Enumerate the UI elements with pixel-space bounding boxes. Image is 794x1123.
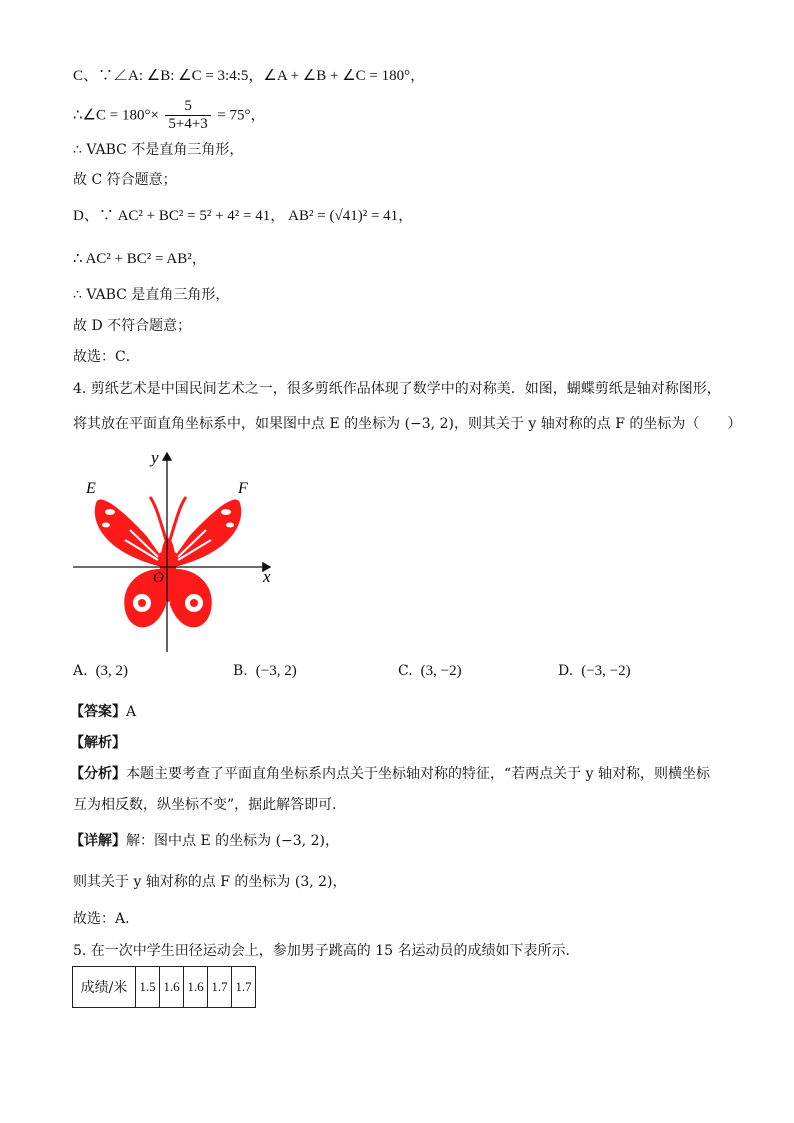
answer-options: [73, 663, 673, 685]
fraction-suffix: = 75°，: [217, 107, 266, 124]
option-a[interactable]: A. (3, 2): [73, 663, 129, 679]
xiangjie-label: 【详解】: [70, 833, 126, 849]
option-c[interactable]: C. (3, −2): [398, 663, 462, 679]
point-e-label: E: [86, 480, 96, 497]
fraction-prefix: ∴∠C = 180°×: [73, 107, 159, 124]
results-table: [72, 966, 256, 1008]
table-header-cell: 成绩/米: [73, 967, 136, 1008]
text-line: C、∵∠A: ∠B: ∠C = 3:4:5，∠A + ∠B + ∠C = 180°，: [73, 68, 426, 84]
text-line: 故选：C．: [73, 349, 140, 365]
analysis-fenxi-continued: 互为相反数，纵坐标不变”，据此解答即可．: [73, 797, 347, 813]
fraction-line: [73, 98, 265, 132]
analysis-xiangjie: [70, 831, 339, 851]
x-axis-label: x: [263, 567, 271, 586]
xiangjie-text: 解：图中点 E 的坐标为 (−3, 2)，: [126, 833, 339, 849]
fenxi-text: 本题主要考查了平面直角坐标系内点关于坐标轴对称的特征，“若两点关于 y 轴对称，则横坐标: [126, 766, 710, 782]
option-b[interactable]: B. (−3, 2): [233, 663, 297, 679]
table-cell: 1.6: [160, 967, 184, 1008]
butterfly-figure: [70, 445, 285, 655]
y-axis-label: y: [151, 448, 159, 467]
text-line: D、∵ AC² + BC² = 5² + 4² = 41， AB² = (√41)² = 41，: [73, 208, 414, 224]
text-line: 故 D 不符合题意；: [73, 318, 192, 334]
answer-line: [70, 702, 136, 722]
table-cell: 1.7: [232, 967, 256, 1008]
antenna-right: [170, 497, 186, 540]
text-line: ∴ VABC 是直角三角形，: [73, 287, 230, 303]
table-cell: 1.5: [136, 967, 160, 1008]
analysis-heading: 【解析】: [70, 735, 126, 751]
fraction-numerator: 5: [165, 98, 210, 116]
fraction-denominator: 5+4+3: [168, 116, 208, 132]
table-cell: 1.6: [184, 967, 208, 1008]
table-cell: 1.7: [208, 967, 232, 1008]
question-4-text: 4. 剪纸艺术是中国民间艺术之一，很多剪纸作品体现了数学中的对称美．如图，蝴蝶剪纸是轴对称图形，: [73, 381, 721, 397]
analysis-fenxi: [70, 764, 710, 784]
butterfly-shape: [95, 497, 241, 627]
antenna-left: [150, 497, 166, 540]
answer-value: A: [126, 704, 137, 720]
answer-label: 【答案】: [70, 704, 126, 720]
point-f-label: F: [238, 480, 248, 497]
question-4-text: 将其放在平面直角坐标系中，如果图中点 E 的坐标为 (−3, 2)，则其关于 y 轴对称的点 F 的坐标为（ ）: [73, 416, 742, 432]
fraction: [165, 98, 210, 133]
question-5-text: 5. 在一次中学生田径运动会上，参加男子跳高的 15 名运动员的成绩如下表所示．: [73, 943, 580, 959]
text-line: ∴ VABC 不是直角三角形，: [73, 142, 244, 158]
table-row: [73, 967, 256, 1008]
fenxi-label: 【分析】: [70, 766, 126, 782]
xiangjie-continued: 则其关于 y 轴对称的点 F 的坐标为 (3, 2)，: [73, 874, 347, 890]
text-line: ∴ AC² + BC² = AB²，: [73, 251, 207, 267]
option-d[interactable]: D. (−3, −2): [558, 663, 631, 679]
origin-label: O: [153, 570, 164, 586]
analysis-conclusion: 故选：A．: [73, 911, 140, 927]
text-line: 故 C 符合题意；: [73, 172, 177, 188]
